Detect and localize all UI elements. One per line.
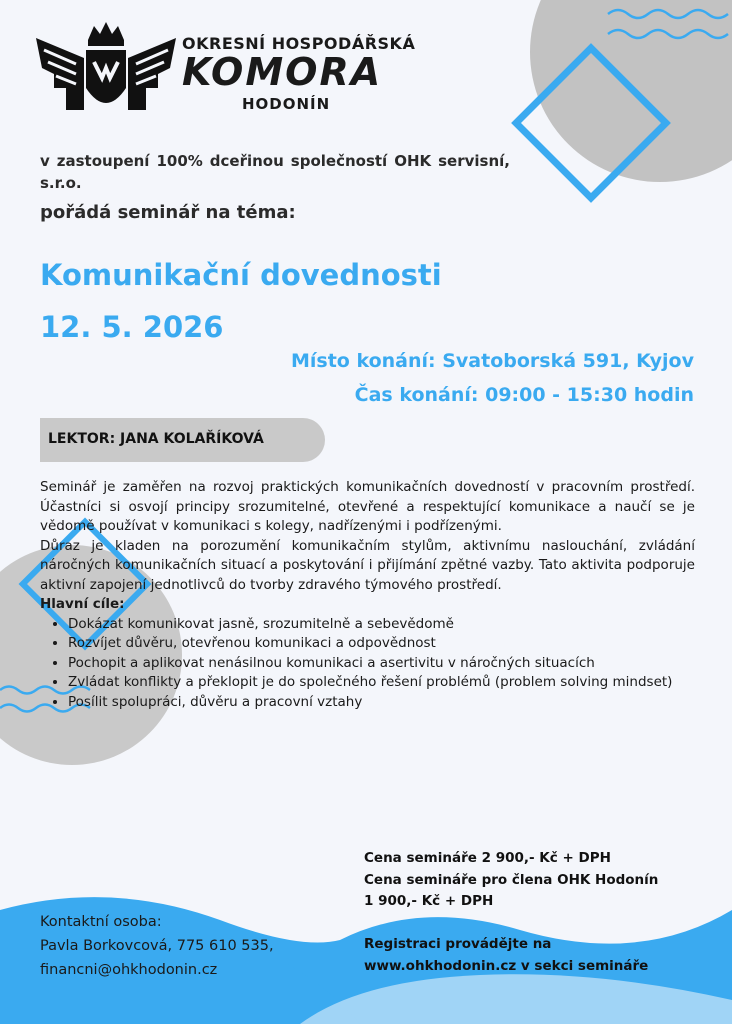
seminar-time: Čas konání: 09:00 - 15:30 hodin	[354, 384, 694, 406]
contact-label: Kontaktní osoba:	[40, 914, 162, 930]
announce-text: pořádá seminář na téma:	[40, 202, 296, 223]
description-paragraph-1: Seminář je zaměřen na rozvoj praktických komunikačních dovedností v pracovním prostředí. Účastníci si osvojí principy srozumitelné, otevřené a respektující komunikace a naučí se je vědomě používat v komunikaci s kolegy, nadřízenými i podřízenými.	[40, 479, 695, 534]
description-paragraph-2: Důraz je kladen na porozumění komunikačním stylům, aktivnímu naslouchání, zvládání náročných komunikačních situací a poskytování i přijímání zpětné vazby. Tato aktivita podporuje aktivní zapojení jednotlivců do tvorby zdravého týmového prostředí.	[40, 537, 695, 593]
goal-item: • Rozvíjet důvěru, otevřenou komunikaci a odpovědnost	[68, 634, 695, 654]
registration-line-1: Registraci provádějte na	[364, 936, 552, 952]
contact-block	[40, 910, 274, 982]
goal-item: • Zvládat konflikty a překlopit je do společného řešení problémů (problem solving mindset)	[68, 673, 695, 693]
contact-name-phone: Pavla Borkovcová, 775 610 535,	[40, 938, 274, 954]
intro-text: v zastoupení 100% dceřinou společností OHK servisní, s.r.o.	[40, 152, 510, 192]
goal-item: • Pochopit a aplikovat nenásilnou komunikaci a asertivitu v náročných situacích	[68, 654, 695, 674]
org-name-line1: OKRESNÍ HOSPODÁŘSKÁ	[182, 34, 416, 53]
decor-top-right	[480, 0, 732, 240]
goal-item: • Posílit spolupráci, důvěru a pracovní vztahy	[68, 693, 695, 713]
goal-item: • Dokázat komunikovat jasně, srozumitelně a sebevědomě	[68, 615, 695, 635]
lector-badge	[40, 418, 325, 462]
contact-email[interactable]: financni@ohkhodonin.cz	[40, 962, 218, 978]
seminar-place: Místo konání: Svatoborská 591, Kyjov	[290, 350, 694, 372]
seminar-title: Komunikační dovednosti	[40, 258, 442, 292]
registration-block	[364, 934, 648, 977]
price-line-2: Cena semináře pro člena OHK Hodonín	[364, 871, 659, 888]
price-line-3: 1 900,- Kč + DPH	[364, 893, 494, 909]
seminar-description	[40, 478, 695, 712]
goals-list	[40, 615, 695, 713]
org-name-line2: KOMORA	[182, 50, 383, 94]
registration-link[interactable]: www.ohkhodonin.cz v sekci semináře	[364, 957, 649, 974]
org-name-line3: HODONÍN	[242, 95, 331, 113]
price-line-1: Cena semináře 2 900,- Kč + DPH	[364, 850, 611, 866]
price-block	[364, 848, 658, 913]
chamber-logo-emblem	[36, 18, 176, 123]
lector-name: LEKTOR: JANA KOLAŘÍKOVÁ	[48, 431, 264, 447]
goals-heading: Hlavní cíle:	[40, 596, 125, 612]
seminar-date: 12. 5. 2026	[40, 310, 224, 344]
